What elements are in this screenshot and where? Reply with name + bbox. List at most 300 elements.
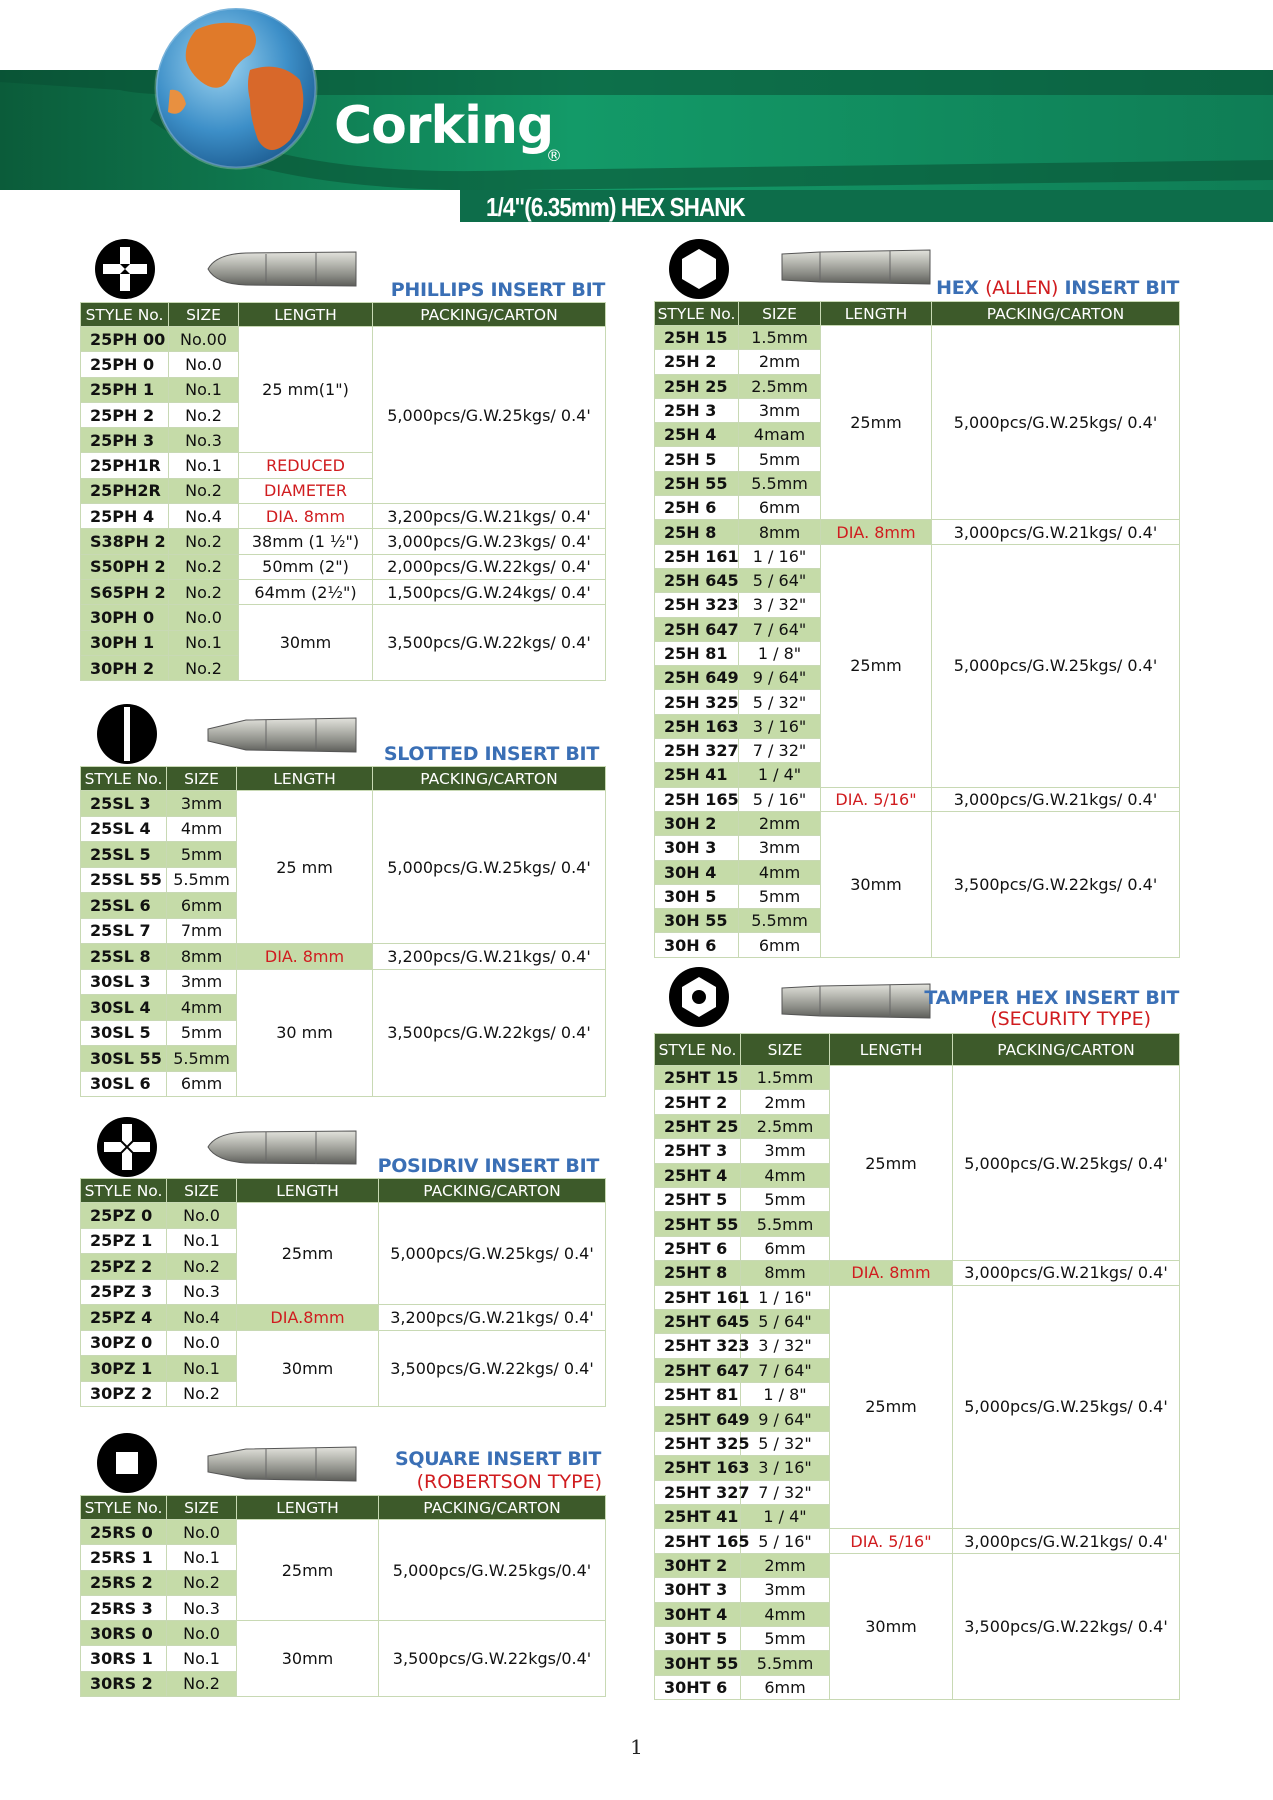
table-row [655, 326, 1180, 350]
table-row [81, 944, 606, 970]
packing-value: 5,000pcs/G.W.25kgs/ 0.4' [953, 1285, 1180, 1529]
style-no: 25HT 647 [655, 1358, 741, 1382]
style-no: 30SL 55 [81, 1046, 167, 1072]
size: No.0 [167, 1330, 237, 1356]
size: No.1 [167, 1646, 237, 1671]
col-length-header: LENGTH [237, 1496, 379, 1520]
style-no: 25HT 165 [655, 1529, 741, 1553]
size: 4mm [741, 1163, 830, 1187]
hex-bit-image [780, 244, 930, 290]
size: 4mm [167, 995, 237, 1021]
size: 6mm [739, 933, 821, 957]
style-no: 25HT 649 [655, 1407, 741, 1431]
size: 4mam [739, 423, 821, 447]
length-value: 30mm [237, 1621, 379, 1697]
tamper-hex-table [654, 1033, 1180, 1700]
size: 5.5mm [167, 867, 237, 893]
size: 1 / 8" [741, 1383, 830, 1407]
size: 7 / 32" [739, 739, 821, 763]
style-no: 25SL 3 [81, 791, 167, 817]
table-row [81, 1203, 606, 1229]
size: 3mm [167, 791, 237, 817]
size: 1.5mm [741, 1066, 830, 1090]
dia-label: DIA. 8mm [237, 944, 373, 970]
col-size-header: SIZE [741, 1034, 830, 1066]
size: 8mm [739, 520, 821, 544]
col-style-header: STYLE No. [655, 302, 739, 326]
size: No.1 [169, 630, 239, 655]
packing-value: 1,500pcs/G.W.24kgs/ 0.4' [373, 579, 606, 604]
table-row [655, 1529, 1180, 1553]
style-no: 25H 323 [655, 593, 739, 617]
hex-title-part: HEX [936, 277, 986, 299]
style-no: 25PH2R [81, 478, 169, 503]
col-length-header: LENGTH [237, 1179, 379, 1203]
size: 3mm [741, 1578, 830, 1602]
size: No.1 [169, 377, 239, 402]
style-no: S50PH 2 [81, 554, 169, 579]
col-size-header: SIZE [167, 767, 237, 791]
page-header [0, 0, 1273, 222]
size: 4mm [739, 860, 821, 884]
size: 1 / 4" [741, 1505, 830, 1529]
col-style-header: STYLE No. [655, 1034, 741, 1066]
packing-value: 3,000pcs/G.W.23kgs/ 0.4' [373, 529, 606, 554]
packing-value: 5,000pcs/G.W.25kgs/ 0.4' [373, 327, 606, 504]
col-style-header: STYLE No. [81, 1179, 167, 1203]
size: 5 / 64" [739, 568, 821, 592]
tamper-hex-section [654, 966, 1179, 1706]
table-row [655, 1261, 1180, 1285]
style-no: 25SL 5 [81, 842, 167, 868]
style-no: 25PZ 1 [81, 1228, 167, 1254]
packing-value: 5,000pcs/G.W.25kgs/ 0.4' [932, 544, 1180, 787]
size: 3mm [739, 398, 821, 422]
packing-value: 2,000pcs/G.W.22kgs/ 0.4' [373, 554, 606, 579]
style-no: 25H 165 [655, 787, 739, 811]
style-no: 25PZ 4 [81, 1305, 167, 1331]
size: 5 / 16" [739, 787, 821, 811]
square-bit-image [206, 1440, 356, 1486]
size: 5 / 64" [741, 1309, 830, 1333]
size: 5mm [167, 842, 237, 868]
size: 6mm [741, 1236, 830, 1260]
diameter-label: DIAMETER [239, 478, 373, 503]
posidriv-table [80, 1178, 606, 1407]
size: 9 / 64" [741, 1407, 830, 1431]
square-subtitle: (ROBERTSON TYPE) [416, 1471, 602, 1493]
packing-value: 5,000pcs/G.W.25kgs/0.4' [379, 1520, 606, 1621]
size: 4mm [167, 816, 237, 842]
style-no: 25HT 8 [655, 1261, 741, 1285]
length-value: 25mm [830, 1285, 953, 1529]
table-row [81, 554, 606, 579]
style-no: 30RS 2 [81, 1671, 167, 1696]
style-no: 25H 325 [655, 690, 739, 714]
size: No.0 [169, 605, 239, 630]
table-row [655, 520, 1180, 544]
packing-value: 3,000pcs/G.W.21kgs/ 0.4' [953, 1529, 1180, 1553]
size: 9 / 64" [739, 666, 821, 690]
size: No.2 [169, 655, 239, 680]
style-no: 25H 161 [655, 544, 739, 568]
table-row [81, 605, 606, 630]
style-no: 25H 8 [655, 520, 739, 544]
style-no: 25HT 645 [655, 1309, 741, 1333]
dia-label: DIA. 8mm [821, 520, 932, 544]
size: No.3 [169, 428, 239, 453]
table-row [655, 544, 1180, 568]
style-no: 25HT 55 [655, 1212, 741, 1236]
packing-value: 3,200pcs/G.W.21kgs/ 0.4' [373, 504, 606, 529]
style-no: 25SL 4 [81, 816, 167, 842]
style-no: 25H 163 [655, 714, 739, 738]
size: No.4 [169, 504, 239, 529]
packing-value: 5,000pcs/G.W.25kgs/ 0.4' [932, 326, 1180, 520]
style-no: 25HT 163 [655, 1456, 741, 1480]
table-row [655, 787, 1180, 811]
style-no: 30HT 5 [655, 1626, 741, 1650]
packing-value: 3,000pcs/G.W.21kgs/ 0.4' [932, 787, 1180, 811]
style-no: 25PH 3 [81, 428, 169, 453]
size: 5 / 32" [739, 690, 821, 714]
size: 5mm [167, 1020, 237, 1046]
style-no: 25RS 0 [81, 1520, 167, 1545]
size: No.1 [167, 1228, 237, 1254]
size: No.2 [169, 554, 239, 579]
size: 2.5mm [739, 374, 821, 398]
col-packing-header: PACKING/CARTON [373, 303, 606, 327]
dia-label: DIA. 5/16" [830, 1529, 953, 1553]
size: 3 / 16" [739, 714, 821, 738]
phillips-icon [94, 238, 156, 300]
packing-value: 3,500pcs/G.W.22kgs/ 0.4' [373, 969, 606, 1097]
col-style-header: STYLE No. [81, 767, 167, 791]
col-length-header: LENGTH [237, 767, 373, 791]
style-no: 25HT 3 [655, 1139, 741, 1163]
size: 7 / 32" [741, 1480, 830, 1504]
size: No.4 [167, 1305, 237, 1331]
style-no: 30PH 0 [81, 605, 169, 630]
table-row [81, 579, 606, 604]
posidriv-title: POSIDRIV INSERT BIT [377, 1155, 599, 1177]
hex-title-part: INSERT BIT [1058, 277, 1179, 299]
slotted-table [80, 766, 606, 1097]
table-row [81, 1330, 606, 1356]
style-no: 30SL 5 [81, 1020, 167, 1046]
style-no: 25HT 5 [655, 1187, 741, 1211]
length-value: 30mm [239, 605, 373, 681]
size: No.0 [167, 1203, 237, 1229]
tamper-hex-bit-image [780, 978, 930, 1024]
brand-name: Corking [334, 96, 554, 156]
col-style-header: STYLE No. [81, 1496, 167, 1520]
style-no: 25HT 41 [655, 1505, 741, 1529]
style-no: 25PH 1 [81, 377, 169, 402]
size: 8mm [167, 944, 237, 970]
size: No.3 [167, 1595, 237, 1620]
size: 3 / 16" [741, 1456, 830, 1480]
style-no: 30HT 55 [655, 1651, 741, 1675]
packing-value: 3,000pcs/G.W.21kgs/ 0.4' [953, 1261, 1180, 1285]
size: No.0 [169, 352, 239, 377]
slotted-section [80, 703, 605, 1099]
col-size-header: SIZE [739, 302, 821, 326]
header-subtitle: 1/4"(6.35mm) HEX SHANK [486, 192, 745, 222]
table-row [81, 1621, 606, 1646]
style-no: 25SL 7 [81, 918, 167, 944]
style-no: 25PH 0 [81, 352, 169, 377]
size: 3 / 32" [739, 593, 821, 617]
style-no: 25H 81 [655, 641, 739, 665]
size: 4mm [741, 1602, 830, 1626]
packing-value: 3,500pcs/G.W.22kgs/ 0.4' [953, 1553, 1180, 1699]
size: 2mm [741, 1553, 830, 1577]
packing-value: 3,200pcs/G.W.21kgs/ 0.4' [373, 944, 606, 970]
size: No.2 [167, 1570, 237, 1595]
dia-label: DIA. 5/16" [821, 787, 932, 811]
col-packing-header: PACKING/CARTON [379, 1179, 606, 1203]
style-no: 25PZ 0 [81, 1203, 167, 1229]
style-no: S65PH 2 [81, 579, 169, 604]
length-value: 25 mm(1") [239, 327, 373, 453]
posidriv-icon [96, 1116, 158, 1178]
col-packing-header: PACKING/CARTON [373, 767, 606, 791]
col-style-header: STYLE No. [81, 303, 169, 327]
size: 3 / 32" [741, 1334, 830, 1358]
packing-value: 5,000pcs/G.W.25kgs/ 0.4' [953, 1066, 1180, 1261]
size: No.00 [169, 327, 239, 352]
col-length-header: LENGTH [821, 302, 932, 326]
packing-value: 3,200pcs/G.W.21kgs/ 0.4' [379, 1305, 606, 1331]
style-no: 25HT 6 [655, 1236, 741, 1260]
style-no: 25H 327 [655, 739, 739, 763]
style-no: 25HT 2 [655, 1090, 741, 1114]
size: No.3 [167, 1279, 237, 1305]
style-no: 30PZ 1 [81, 1356, 167, 1382]
style-no: 30H 5 [655, 884, 739, 908]
size: No.1 [169, 453, 239, 478]
length-value: 30mm [237, 1330, 379, 1407]
table-row [81, 791, 606, 817]
col-size-header: SIZE [167, 1179, 237, 1203]
style-no: 25RS 3 [81, 1595, 167, 1620]
style-no: 25H 5 [655, 447, 739, 471]
table-row [81, 327, 606, 352]
length-value: 38mm (1 ½") [239, 529, 373, 554]
style-no: 30H 2 [655, 811, 739, 835]
size: 1 / 16" [741, 1285, 830, 1309]
reduced-label: REDUCED [239, 453, 373, 478]
dia-label: DIA. 8mm [830, 1261, 953, 1285]
style-no: 25PZ 3 [81, 1279, 167, 1305]
size: 3mm [741, 1139, 830, 1163]
size: 8mm [741, 1261, 830, 1285]
style-no: 30SL 3 [81, 969, 167, 995]
square-section [80, 1432, 605, 1702]
style-no: 30RS 0 [81, 1621, 167, 1646]
style-no: 30HT 4 [655, 1602, 741, 1626]
style-no: 25H 649 [655, 666, 739, 690]
size: No.2 [167, 1254, 237, 1280]
size: 7mm [167, 918, 237, 944]
size: 5mm [739, 447, 821, 471]
style-no: 25PH1R [81, 453, 169, 478]
table-row [81, 969, 606, 995]
style-no: 25SL 55 [81, 867, 167, 893]
phillips-bit-image [206, 246, 356, 292]
page-number: 1 [630, 1735, 643, 1759]
size: No.2 [169, 579, 239, 604]
style-no: 30HT 6 [655, 1675, 741, 1699]
length-value: 25mm [821, 544, 932, 787]
size: No.2 [167, 1671, 237, 1696]
size: 2mm [739, 350, 821, 374]
style-no: 25HT 81 [655, 1383, 741, 1407]
col-size-header: SIZE [169, 303, 239, 327]
tamper-hex-icon [668, 966, 730, 1028]
dia-label: DIA. 8mm [239, 504, 373, 529]
size: 3mm [739, 836, 821, 860]
size: No.2 [169, 529, 239, 554]
style-no: 25SL 6 [81, 893, 167, 919]
size: No.1 [167, 1356, 237, 1382]
col-length-header: LENGTH [239, 303, 373, 327]
size: 5 / 16" [741, 1529, 830, 1553]
style-no: 25H 55 [655, 471, 739, 495]
style-no: 25H 2 [655, 350, 739, 374]
size: No.1 [167, 1545, 237, 1570]
table-row [81, 1305, 606, 1331]
table-row [655, 1066, 1180, 1090]
length-value: 25mm [237, 1520, 379, 1621]
length-value: 25mm [821, 326, 932, 520]
size: 1 / 4" [739, 763, 821, 787]
size: 6mm [739, 496, 821, 520]
size: 5mm [739, 884, 821, 908]
style-no: 25H 645 [655, 568, 739, 592]
packing-value: 3,500pcs/G.W.22kgs/ 0.4' [379, 1330, 606, 1407]
length-value: 30mm [830, 1553, 953, 1699]
style-no: 30PH 1 [81, 630, 169, 655]
style-no: 25PH 2 [81, 402, 169, 427]
square-icon [96, 1432, 158, 1494]
tamper-hex-title: TAMPER HEX INSERT BIT [924, 987, 1179, 1009]
size: 2mm [739, 811, 821, 835]
size: 5.5mm [741, 1651, 830, 1675]
size: 5.5mm [741, 1212, 830, 1236]
style-no: 25PH 00 [81, 327, 169, 352]
style-no: 25HT 15 [655, 1066, 741, 1090]
size: 2mm [741, 1090, 830, 1114]
size: 1.5mm [739, 326, 821, 350]
style-no: 25RS 1 [81, 1545, 167, 1570]
length-value: 50mm (2") [239, 554, 373, 579]
size: 5mm [741, 1626, 830, 1650]
style-no: 30HT 2 [655, 1553, 741, 1577]
packing-value: 3,500pcs/G.W.22kgs/ 0.4' [932, 811, 1180, 957]
style-no: 25RS 2 [81, 1570, 167, 1595]
style-no: 25SL 8 [81, 944, 167, 970]
style-no: 30H 6 [655, 933, 739, 957]
tamper-hex-subtitle: (SECURITY TYPE) [990, 1008, 1151, 1030]
size: 2.5mm [741, 1114, 830, 1138]
table-row [655, 811, 1180, 835]
size: 6mm [741, 1675, 830, 1699]
style-no: 25H 15 [655, 326, 739, 350]
style-no: 30SL 4 [81, 995, 167, 1021]
style-no: 25H 41 [655, 763, 739, 787]
hex-icon [668, 238, 730, 300]
style-no: 30PZ 2 [81, 1381, 167, 1407]
globe-logo-icon [156, 8, 316, 168]
dia-label: DIA.8mm [237, 1305, 379, 1331]
col-packing-header: PACKING/CARTON [953, 1034, 1180, 1066]
size: 6mm [167, 893, 237, 919]
size: 5mm [741, 1187, 830, 1211]
phillips-table [80, 302, 606, 681]
style-no: 30PH 2 [81, 655, 169, 680]
packing-value: 5,000pcs/G.W.25kgs/ 0.4' [379, 1203, 606, 1305]
style-no: 25PH 4 [81, 504, 169, 529]
style-no: 25H 6 [655, 496, 739, 520]
length-value: 25mm [830, 1066, 953, 1261]
table-row [655, 1285, 1180, 1309]
style-no: 25HT 161 [655, 1285, 741, 1309]
posidriv-section [80, 1116, 605, 1416]
style-no: 25H 647 [655, 617, 739, 641]
size: No.0 [167, 1520, 237, 1545]
hex-title-allen: (ALLEN) [985, 277, 1059, 299]
slotted-title: SLOTTED INSERT BIT [383, 743, 599, 765]
hex-table [654, 301, 1180, 958]
style-no: 30RS 1 [81, 1646, 167, 1671]
packing-value: 3,500pcs/G.W.22kgs/0.4' [379, 1621, 606, 1697]
col-size-header: SIZE [167, 1496, 237, 1520]
square-table [80, 1495, 606, 1697]
style-no: 25PZ 2 [81, 1254, 167, 1280]
col-length-header: LENGTH [830, 1034, 953, 1066]
style-no: 25HT 327 [655, 1480, 741, 1504]
table-row [81, 529, 606, 554]
square-title: SQUARE INSERT BIT [394, 1448, 601, 1470]
table-row [81, 504, 606, 529]
style-no: 25HT 25 [655, 1114, 741, 1138]
size: No.2 [167, 1381, 237, 1407]
style-no: 30H 55 [655, 909, 739, 933]
size: 5.5mm [739, 471, 821, 495]
style-no: 25HT 323 [655, 1334, 741, 1358]
size: No.2 [169, 478, 239, 503]
size: No.2 [169, 402, 239, 427]
size: 3mm [167, 969, 237, 995]
header-banner [0, 0, 1273, 222]
slotted-icon [96, 703, 158, 765]
style-no: 30PZ 0 [81, 1330, 167, 1356]
style-no: 25H 25 [655, 374, 739, 398]
slotted-bit-image [206, 711, 356, 757]
length-value: 30 mm [237, 969, 373, 1097]
size: 5.5mm [167, 1046, 237, 1072]
style-no: 25HT 325 [655, 1431, 741, 1455]
style-no: S38PH 2 [81, 529, 169, 554]
size: 1 / 8" [739, 641, 821, 665]
length-value: 25mm [237, 1203, 379, 1305]
packing-value: 5,000pcs/G.W.25kgs/ 0.4' [373, 791, 606, 944]
table-row [655, 1553, 1180, 1577]
size: 6mm [167, 1071, 237, 1097]
size: No.0 [167, 1621, 237, 1646]
